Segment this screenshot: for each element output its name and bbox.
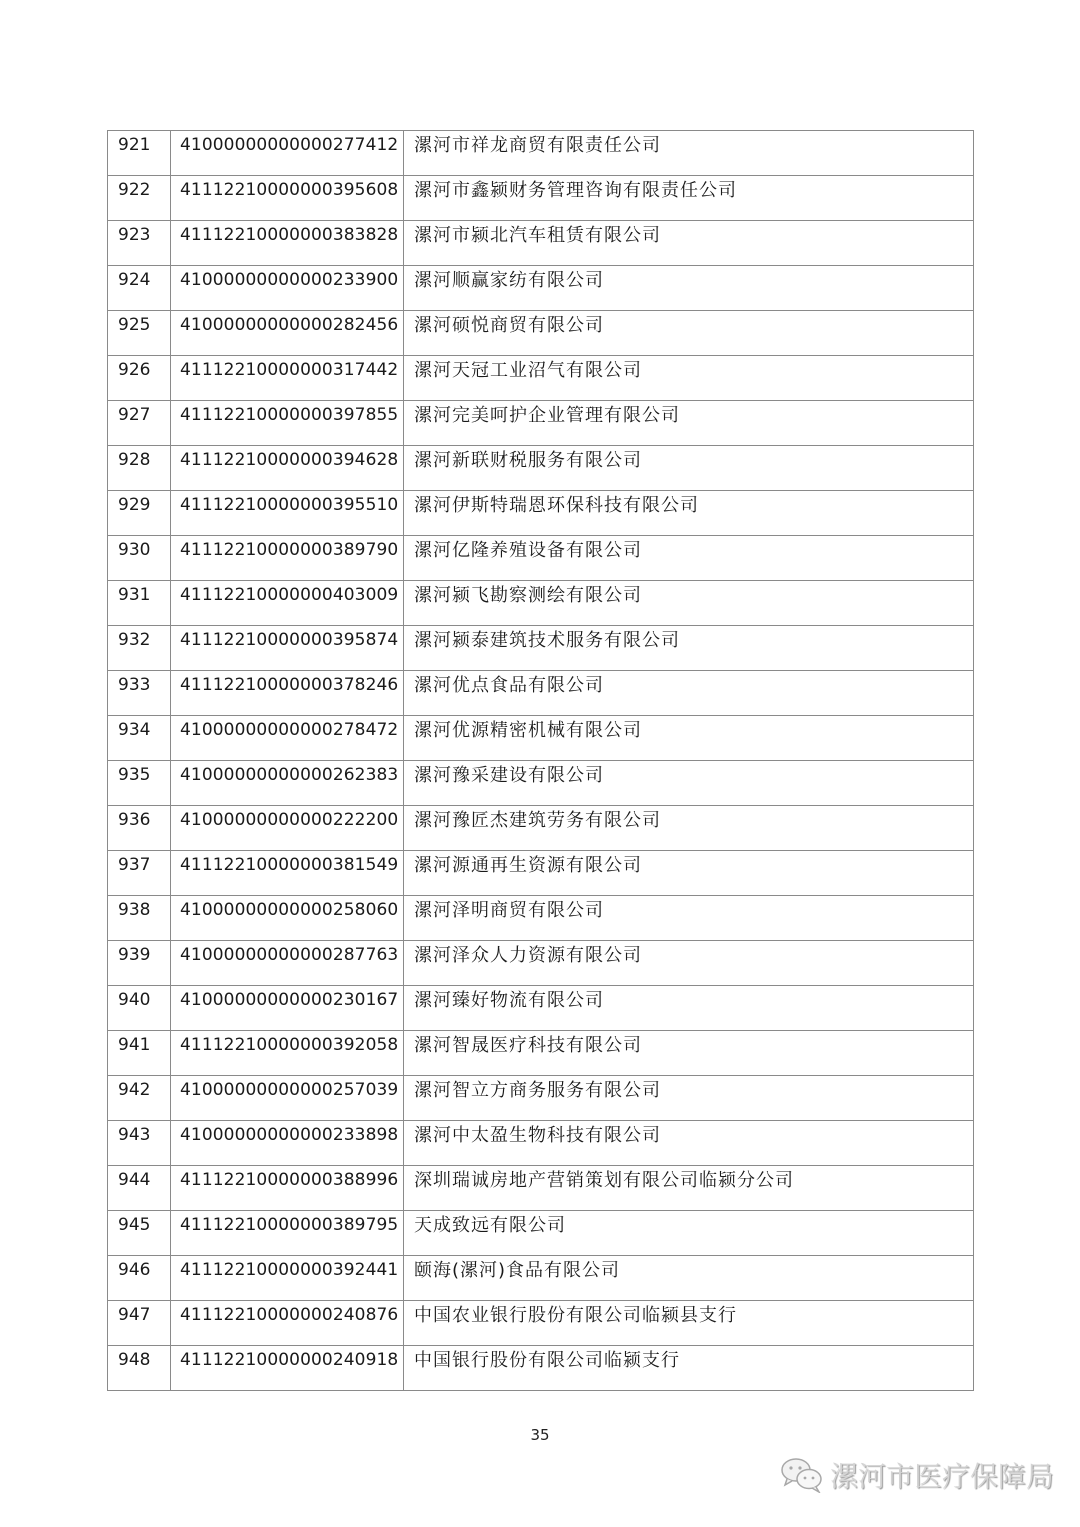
- unit-code: 41112210000000381549: [180, 855, 399, 875]
- company-name-cell: [404, 311, 974, 356]
- company-name-cell: [404, 716, 974, 761]
- company-name: 漯河硕悦商贸有限公司: [414, 315, 604, 336]
- company-name-cell: [404, 581, 974, 626]
- row-index-cell: [108, 311, 171, 356]
- row-index-cell: [108, 1031, 171, 1076]
- unit-code-cell: [171, 536, 404, 581]
- company-name-cell: [404, 221, 974, 266]
- row-index: 940: [118, 990, 151, 1010]
- unit-code: 41112210000000395608: [180, 180, 399, 200]
- company-name: 漯河市颍北汽车租赁有限公司: [414, 225, 661, 246]
- row-index: 936: [118, 810, 151, 830]
- row-index-cell: [108, 761, 171, 806]
- table-row: [108, 626, 974, 671]
- row-index-cell: [108, 176, 171, 221]
- unit-code-cell: [171, 896, 404, 941]
- unit-code-cell: [171, 1256, 404, 1301]
- row-index-cell: [108, 536, 171, 581]
- unit-code-cell: [171, 311, 404, 356]
- wechat-icon: [780, 1457, 824, 1493]
- unit-code-cell: [171, 626, 404, 671]
- row-index: 939: [118, 945, 151, 965]
- row-index-cell: [108, 131, 171, 176]
- row-index: 925: [118, 315, 151, 335]
- row-index: 946: [118, 1260, 151, 1280]
- unit-code-cell: [171, 761, 404, 806]
- table-row: [108, 716, 974, 761]
- unit-code-cell: [171, 356, 404, 401]
- row-index: 945: [118, 1215, 151, 1235]
- table-row: [108, 491, 974, 536]
- row-index-cell: [108, 1121, 171, 1166]
- unit-code-cell: [171, 941, 404, 986]
- table-row: [108, 311, 974, 356]
- company-name-cell: [404, 131, 974, 176]
- company-name-cell: [404, 626, 974, 671]
- row-index: 942: [118, 1080, 151, 1100]
- company-name: 天成致远有限公司: [414, 1215, 566, 1236]
- company-name: 中国银行股份有限公司临颍支行: [414, 1350, 680, 1371]
- row-index-cell: [108, 221, 171, 266]
- unit-code: 41000000000000282456: [180, 315, 399, 335]
- unit-code-cell: [171, 491, 404, 536]
- company-name: 漯河颍泰建筑技术服务有限公司: [414, 630, 680, 651]
- unit-code: 41112210000000395510: [180, 495, 399, 515]
- row-index: 922: [118, 180, 151, 200]
- company-name: 漯河臻好物流有限公司: [414, 990, 604, 1011]
- unit-code-cell: [171, 1031, 404, 1076]
- unit-code: 41000000000000278472: [180, 720, 399, 740]
- row-index: 930: [118, 540, 151, 560]
- company-name-cell: [404, 671, 974, 716]
- unit-code: 41112210000000392058: [180, 1035, 399, 1055]
- row-index: 941: [118, 1035, 151, 1055]
- row-index-cell: [108, 401, 171, 446]
- company-name: 漯河市祥龙商贸有限责任公司: [414, 135, 661, 156]
- unit-code: 41000000000000277412: [180, 135, 399, 155]
- company-name-cell: [404, 1301, 974, 1346]
- row-index: 947: [118, 1305, 151, 1325]
- company-name: 深圳瑞诚房地产营销策划有限公司临颍分公司: [414, 1170, 794, 1191]
- row-index-cell: [108, 671, 171, 716]
- company-name: 漯河智立方商务服务有限公司: [414, 1080, 661, 1101]
- unit-code-cell: [171, 1301, 404, 1346]
- company-name: 漯河豫匠杰建筑劳务有限公司: [414, 810, 661, 831]
- table-row: [108, 941, 974, 986]
- unit-code: 41000000000000222200: [180, 810, 399, 830]
- row-index: 944: [118, 1170, 151, 1190]
- row-index-cell: [108, 266, 171, 311]
- row-index-cell: [108, 1211, 171, 1256]
- company-name-cell: [404, 176, 974, 221]
- unit-code: 41112210000000392441: [180, 1260, 399, 1280]
- row-index-cell: [108, 491, 171, 536]
- table-row: [108, 1121, 974, 1166]
- unit-code-cell: [171, 986, 404, 1031]
- company-name: 漯河新联财税服务有限公司: [414, 450, 642, 471]
- row-index-cell: [108, 626, 171, 671]
- company-name: 漯河豫采建设有限公司: [414, 765, 604, 786]
- table-row: [108, 581, 974, 626]
- row-index-cell: [108, 1256, 171, 1301]
- unit-code-cell: [171, 446, 404, 491]
- watermark: [780, 1455, 1054, 1495]
- company-name: 漯河优源精密机械有限公司: [414, 720, 642, 741]
- company-name-cell: [404, 1166, 974, 1211]
- table-row: [108, 1031, 974, 1076]
- row-index-cell: [108, 851, 171, 896]
- row-index: 921: [118, 135, 151, 155]
- company-name-cell: [404, 986, 974, 1031]
- row-index: 943: [118, 1125, 151, 1145]
- row-index: 937: [118, 855, 151, 875]
- row-index: 934: [118, 720, 151, 740]
- table-row: [108, 221, 974, 266]
- row-index: 923: [118, 225, 151, 245]
- company-name-cell: [404, 1076, 974, 1121]
- page-number: 35: [530, 1426, 550, 1444]
- company-name: 漯河中太盈生物科技有限公司: [414, 1125, 661, 1146]
- unit-code-cell: [171, 1166, 404, 1211]
- unit-code-cell: [171, 176, 404, 221]
- watermark-text: 漯河市医疗保障局: [830, 1460, 1055, 1493]
- company-name-cell: [404, 1211, 974, 1256]
- company-name-cell: [404, 806, 974, 851]
- row-index: 927: [118, 405, 151, 425]
- unit-code-cell: [171, 1211, 404, 1256]
- row-index-cell: [108, 1076, 171, 1121]
- unit-code-cell: [171, 266, 404, 311]
- row-index: 948: [118, 1350, 151, 1370]
- unit-code-cell: [171, 716, 404, 761]
- unit-code: 41000000000000258060: [180, 900, 399, 920]
- table-row: [108, 266, 974, 311]
- unit-code-cell: [171, 581, 404, 626]
- company-name-cell: [404, 1121, 974, 1166]
- row-index-cell: [108, 716, 171, 761]
- unit-code-cell: [171, 671, 404, 716]
- unit-code: 41112210000000394628: [180, 450, 399, 470]
- row-index-cell: [108, 1166, 171, 1211]
- company-name: 漯河完美呵护企业管理有限公司: [414, 405, 680, 426]
- unit-code: 41112210000000389795: [180, 1215, 399, 1235]
- row-index: 928: [118, 450, 151, 470]
- unit-code-cell: [171, 806, 404, 851]
- company-name: 漯河优点食品有限公司: [414, 675, 604, 696]
- company-name: 漯河市鑫颍财务管理咨询有限责任公司: [414, 180, 737, 201]
- unit-code: 41112210000000383828: [180, 225, 399, 245]
- unit-code: 41112210000000317442: [180, 360, 399, 380]
- table-row: [108, 356, 974, 401]
- company-name: 漯河顺赢家纺有限公司: [414, 270, 604, 291]
- company-name-cell: [404, 356, 974, 401]
- unit-code-cell: [171, 1121, 404, 1166]
- company-name: 漯河智晟医疗科技有限公司: [414, 1035, 642, 1056]
- table-row: [108, 1256, 974, 1301]
- table-row: [108, 536, 974, 581]
- unit-code: 41000000000000233900: [180, 270, 399, 290]
- row-index-cell: [108, 986, 171, 1031]
- company-name-cell: [404, 941, 974, 986]
- table-row: [108, 896, 974, 941]
- company-name-cell: [404, 491, 974, 536]
- table-row: [108, 1166, 974, 1211]
- company-name-cell: [404, 851, 974, 896]
- row-index: 924: [118, 270, 151, 290]
- company-name: 颐海(漯河)食品有限公司: [414, 1260, 621, 1281]
- row-index-cell: [108, 896, 171, 941]
- company-name-cell: [404, 896, 974, 941]
- table-row: [108, 806, 974, 851]
- table-row: [108, 131, 974, 176]
- unit-code: 41112210000000388996: [180, 1170, 399, 1190]
- company-name-cell: [404, 761, 974, 806]
- unit-code: 41000000000000262383: [180, 765, 399, 785]
- unit-code: 41112210000000395874: [180, 630, 399, 650]
- table-row: [108, 1211, 974, 1256]
- company-name: 漯河亿隆养殖设备有限公司: [414, 540, 642, 561]
- row-index: 933: [118, 675, 151, 695]
- table-row: [108, 401, 974, 446]
- company-name-cell: [404, 266, 974, 311]
- unit-code-cell: [171, 131, 404, 176]
- table-row: [108, 1301, 974, 1346]
- row-index-cell: [108, 941, 171, 986]
- row-index: 931: [118, 585, 151, 605]
- table-body: [108, 131, 974, 1391]
- row-index: 929: [118, 495, 151, 515]
- row-index-cell: [108, 446, 171, 491]
- row-index-cell: [108, 1346, 171, 1391]
- row-index-cell: [108, 581, 171, 626]
- unit-code: 41112210000000389790: [180, 540, 399, 560]
- row-index-cell: [108, 356, 171, 401]
- company-name-cell: [404, 536, 974, 581]
- unit-code: 41000000000000233898: [180, 1125, 399, 1145]
- unit-code: 41112210000000397855: [180, 405, 399, 425]
- table-row: [108, 1346, 974, 1391]
- row-index: 938: [118, 900, 151, 920]
- table-row: [108, 176, 974, 221]
- company-name-cell: [404, 1031, 974, 1076]
- unit-code-cell: [171, 851, 404, 896]
- unit-code: 41000000000000287763: [180, 945, 399, 965]
- enterprise-table: [107, 130, 974, 1391]
- table-row: [108, 761, 974, 806]
- unit-code-cell: [171, 1346, 404, 1391]
- row-index: 932: [118, 630, 151, 650]
- unit-code-cell: [171, 221, 404, 266]
- table-row: [108, 1076, 974, 1121]
- unit-code: 41112210000000403009: [180, 585, 399, 605]
- row-index-cell: [108, 806, 171, 851]
- row-index-cell: [108, 1301, 171, 1346]
- unit-code: 41000000000000230167: [180, 990, 399, 1010]
- company-name: 漯河颍飞勘察测绘有限公司: [414, 585, 642, 606]
- table-row: [108, 851, 974, 896]
- row-index: 926: [118, 360, 151, 380]
- unit-code-cell: [171, 1076, 404, 1121]
- table-row: [108, 446, 974, 491]
- row-index: 935: [118, 765, 151, 785]
- table-row: [108, 986, 974, 1031]
- unit-code: 41000000000000257039: [180, 1080, 399, 1100]
- company-name: 漯河泽众人力资源有限公司: [414, 945, 642, 966]
- company-name: 中国农业银行股份有限公司临颍县支行: [414, 1305, 737, 1326]
- company-name: 漯河源通再生资源有限公司: [414, 855, 642, 876]
- company-name-cell: [404, 1256, 974, 1301]
- unit-code-cell: [171, 401, 404, 446]
- company-name-cell: [404, 401, 974, 446]
- unit-code: 41112210000000378246: [180, 675, 399, 695]
- company-name-cell: [404, 1346, 974, 1391]
- company-name-cell: [404, 446, 974, 491]
- unit-code: 41112210000000240876: [180, 1305, 399, 1325]
- company-name: 漯河伊斯特瑞恩环保科技有限公司: [414, 495, 699, 516]
- unit-code: 41112210000000240918: [180, 1350, 399, 1370]
- company-name: 漯河泽明商贸有限公司: [414, 900, 604, 921]
- company-name: 漯河天冠工业沼气有限公司: [414, 360, 642, 381]
- table-row: [108, 671, 974, 716]
